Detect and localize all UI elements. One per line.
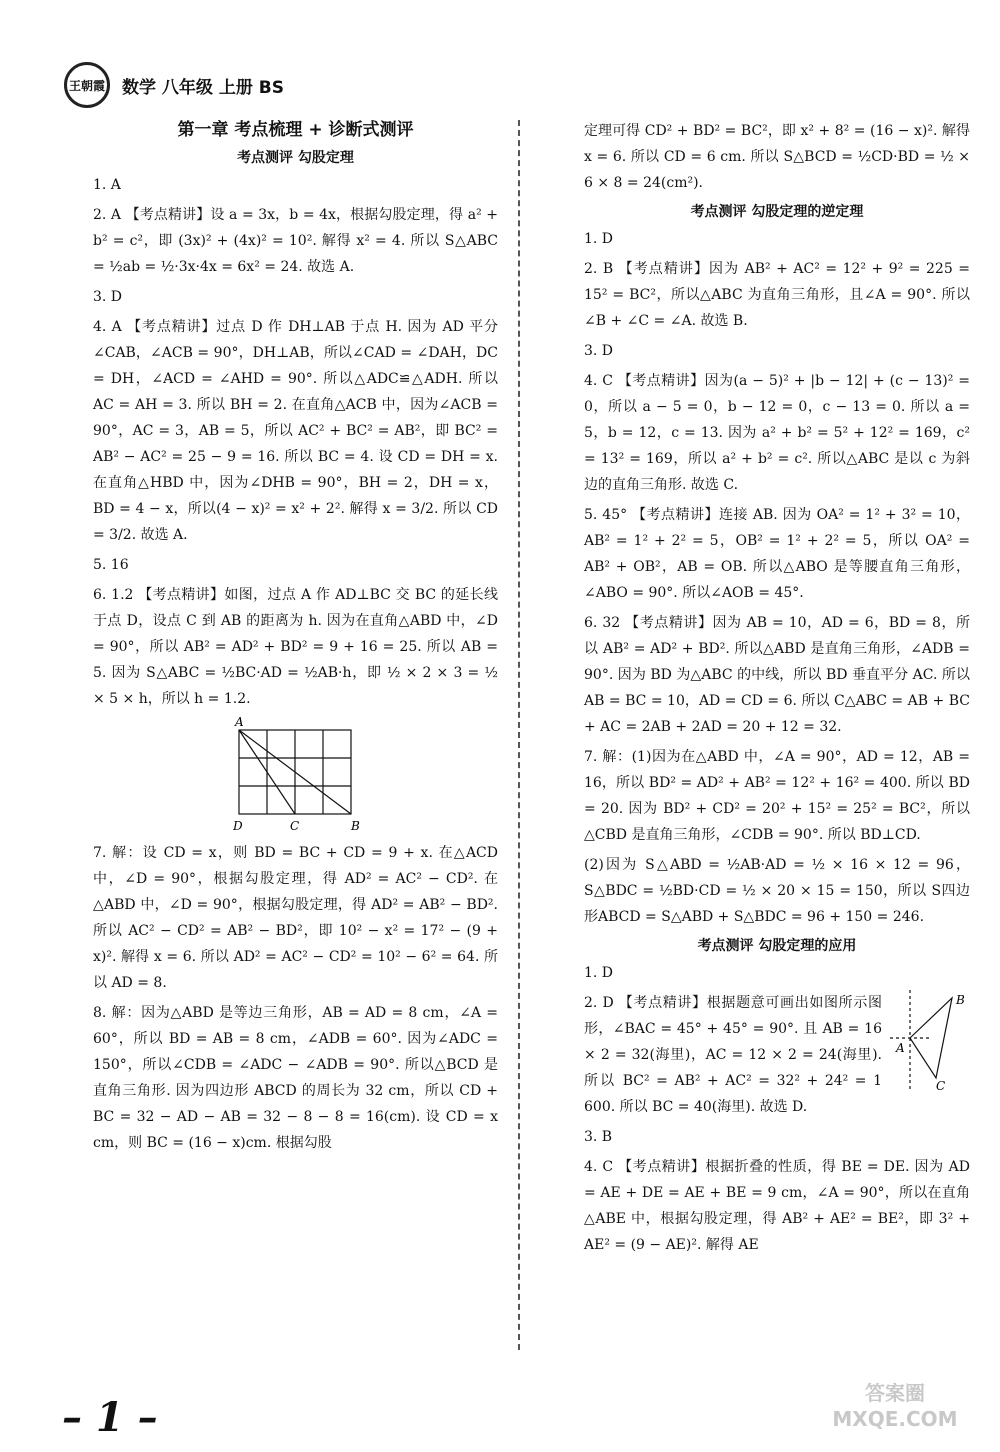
chapter-title: 第一章 考点梳理 + 诊断式测评 bbox=[177, 120, 414, 140]
triangle-figure bbox=[890, 990, 970, 1090]
book-title: 数学 八年级 上册 BS bbox=[122, 77, 284, 98]
fig-label-c: C bbox=[290, 819, 300, 833]
answer-item: 5. 16 bbox=[93, 557, 129, 573]
answer-item: 3. B bbox=[584, 1129, 613, 1145]
answer-item: 7. 解：(1)因为在△ABD 中，∠A = 90°，AD = 12，AB = 16，所以 BD² = AD² + AB² = 12² + 16² = 400. 所以 BD = 20. 因为 BD² + CD² = 20² + 15² = 25² = BC²，所以△CBD 是直角三角形，∠CDB = 90°. 所以 BD⊥CD. bbox=[584, 749, 970, 843]
answer-item: 3. D bbox=[584, 343, 614, 359]
answer-item: 6. 32 【考点精讲】因为 AB = 10，AD = 6，BD = 8，所以 AB² = AD² + BD². 所以△ABD 是直角三角形，∠ADB = 90°. 因为 BD 为△ABC 的中线，所以 BD 垂直平分 AC. 所以 AB = BC = 10，AD = CD = 6. 所以 C△ABC = AB + BC + AC = 2AB + 2AD = 20 + 12 = 32. bbox=[584, 615, 970, 735]
answer-item: 2. A 【考点精讲】设 a = 3x，b = 4x，根据勾股定理，得 a² + b² = c²，即 (3x)² + (4x)² = 10². 解得 x² = 4. 所以 S△ABC = ½ab = ½·3x·4x = 6x² = 24. 故选 A. bbox=[93, 207, 498, 275]
answer-item: 3. D bbox=[93, 289, 123, 305]
fig-label-a: A bbox=[235, 716, 244, 729]
publisher-logo bbox=[64, 62, 110, 108]
answer-item: 7. 解：设 CD = x，则 BD = BC + CD = 9 + x. 在△ACD 中，∠D = 90°，根据勾股定理，得 AD² = AC² − CD². 在△ABD 中，∠D = 90°，根据勾股定理，得 AD² = AB² − BD². 所以 AC² − CD² = AB² − BD²，即 10² − x² = 17² − (9 + x)². 解得 x = 6. 所以 AD² = AC² − CD² = 10² − 6² = 64. 所以 AD = 8. bbox=[93, 845, 498, 991]
section-title: 考点测评 勾股定理的应用 bbox=[697, 938, 857, 954]
page-header bbox=[64, 62, 284, 108]
page-number: – 1 – bbox=[62, 1394, 158, 1441]
answer-item: 2. D 【考点精讲】根据题意可画出如图所示图形，∠BAC = 45° + 45° = 90°. 且 AB = 16 × 2 = 32(海里)，AC = 12 × 2 = 24(海里). 所以 BC² = AB² + AC² = 32² + 24² = 1 600. 所以 BC = 40(海里). 故选 D. bbox=[584, 995, 882, 1115]
watermark-line1: 答案圈 bbox=[865, 1381, 925, 1405]
fig-label-b: B bbox=[351, 819, 360, 833]
grid-figure bbox=[233, 716, 363, 836]
section-title: 考点测评 勾股定理的逆定理 bbox=[690, 204, 864, 220]
answer-item: 6. 1.2 【考点精讲】如图，过点 A 作 AD⊥BC 交 BC 的延长线于点 D，设点 C 到 AB 的距离为 h. 因为在直角△ABD 中，∠D = 90°，所以 AB² = AD² + BD² = 9 + 16 = 25. 所以 AB = 5. 因为 S△ABC = ½BC·AD = ½AB·h，即 ½ × 2 × 3 = ½ × 5 × h，所以 h = 1.2. bbox=[93, 587, 498, 707]
answer-item: 4. C 【考点精讲】根据折叠的性质，得 BE = DE. 因为 AD = AE + DE = AE + BE = 9 cm，∠A = 90°，所以在直角△ABE 中，根据勾股定理，得 AB² + AE² = BE²，即 3² + AE² = (9 − AE)². 解得 AE bbox=[584, 1159, 970, 1253]
fig2-label-a: A bbox=[896, 1041, 905, 1055]
fig2-label-c: C bbox=[936, 1079, 946, 1090]
continued-text: 定理可得 CD² + BD² = BC²，即 x² + 8² = (16 − x)². 解得 x = 6. 所以 CD = 6 cm. 所以 S△BCD = ½CD·BD = ½ × 6 × 8 = 24(cm²). bbox=[584, 123, 970, 191]
answer-item: 8. 解：因为△ABD 是等边三角形，AB = AD = 8 cm，∠A = 60°，所以 BD = AB = 8 cm，∠ADB = 60°. 因为∠ADC = 150°，所以∠CDB = ∠ADC − ∠ADB = 90°. 所以△BCD 是直角三角形. 因为四边形 ABCD 的周长为 32 cm，所以 CD + BC = 32 − AD − AB = 32 − 8 − 8 = 16(cm). 设 CD = x cm，则 BC = (16 − x)cm. 根据勾股 bbox=[93, 1005, 498, 1151]
answer-item: 5. 45° 【考点精讲】连接 AB. 因为 OA² = 1² + 3² = 10，AB² = 1² + 2² = 5，OB² = 1² + 2² = 5，所以 OA² = AB² + OB²，AB = OB. 所以△ABO 是等腰直角三角形，∠ABO = 90°. 所以∠AOB = 45°. bbox=[584, 507, 970, 601]
fig2-label-b: B bbox=[956, 993, 965, 1007]
answer-item: 4. C 【考点精讲】因为(a − 5)² + |b − 12| + (c − 13)² = 0，所以 a − 5 = 0，b − 12 = 0，c − 13 = 0. 所以 a = 5，b = 12，c = 13. 因为 a² + b² = 5² + 12² = 169，c² = 13² = 169，所以 a² + b² = c². 所以△ABC 是以 c 为斜边的直角三角形. 故选 C. bbox=[584, 373, 970, 493]
answer-item: 1. A bbox=[93, 177, 121, 193]
logo-text: 王朝霞 bbox=[68, 78, 105, 93]
watermark-line2: MXQE.COM bbox=[832, 1407, 958, 1431]
fig-label-d: D bbox=[233, 819, 243, 833]
answer-item: 1. D bbox=[584, 965, 614, 981]
answer-item: 4. A 【考点精讲】过点 D 作 DH⊥AB 于点 H. 因为 AD 平分∠CAB，∠ACB = 90°，DH⊥AB，所以∠CAD = ∠DAH，DC = DH，∠ACD = ∠AHD = 90°. 所以△ADC≌△ADH. 所以 AC = AH = 3. 所以 BH = 2. 在直角△ACB 中，因为∠ACB = 90°，AC = 3，AB = 5，所以 AC² + BC² = AB²，即 BC² = AB² − AC² = 25 − 9 = 16. 所以 BC = 4. 设 CD = DH = x. 在直角△HBD 中，因为∠DHB = 90°，BH = 2，DH = x，BD = 4 − x，所以(4 − x)² = x² + 2². 解得 x = 3/2. 所以 CD = 3/2. 故选 A. bbox=[93, 319, 498, 543]
section-title: 考点测评 勾股定理 bbox=[237, 150, 354, 166]
answer-item: 1. D bbox=[584, 231, 614, 247]
answer-item: 2. B 【考点精讲】因为 AB² + AC² = 12² + 9² = 225 = 15² = BC²，所以△ABC 为直角三角形，且∠A = 90°. 所以∠B + ∠C = ∠A. 故选 B. bbox=[584, 261, 970, 329]
answer-item: (2)因为 S△ABD = ½AB·AD = ½ × 16 × 12 = 96，S△BDC = ½BD·CD = ½ × 20 × 15 = 150，所以 S四边形ABCD = S△ABD + S△BDC = 96 + 150 = 246. bbox=[584, 857, 970, 925]
watermark bbox=[800, 1380, 990, 1440]
right-column bbox=[584, 118, 970, 1262]
column-divider bbox=[518, 120, 520, 1350]
left-column bbox=[93, 118, 498, 1160]
